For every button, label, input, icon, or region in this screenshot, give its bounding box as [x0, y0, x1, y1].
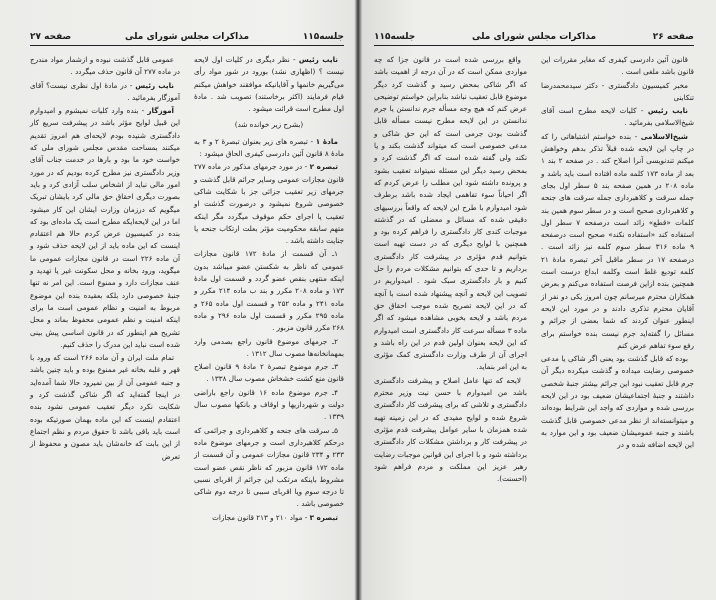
page-27 — [0, 0, 356, 600]
paragraph: آموزگار - بنده وارد کلیات نمیشوم و امیدوارم این قبیل لوایح مؤثر باشد در پیشرفت سریع کار دادگستری شنیده بودم لایحه‌ای هم امروز تقدیم میکنند بمساحت مقدس مجلس شورای ملی که خواست خود ما بود و بارها در خدمت جناب آقای وزیر دادگستری نیز مطرح کرده بودیم که در مورد امور مالی نباید از اشخاص سلب آزادی کرد و باید بصورت دیگری احقاق حق مالی کرد بایشان تبریک میگویم که درزمان وزارت ایشان این کار میشود اما در این لایحه‌ایکه مطرح است یک ماده‌ای بود که بنده در کمیسیون عرض کردم حالا هم اعتقادم اینست که این ماده باید از این لایحه حذف شود و آن ماده ۲۲۶ است در قانون مجازات عمومی ما میگوید، ورود بخانه و محل سکونت غیر یا تهدید و عنف مجازات دارد و ممنوع است. این امر نه تنها جنبهٔ خصوصی دارد بلکه بعقیده بنده این موضوع مربوط به امنیت و نظام عمومی است ما برای اینکه امنیت و نظم عمومی محفوظ بماند و محل تشریح هم اینطور که در قانون اساسی پیش بینی شده است نباید این مدرک را حذف کنیم. — [30, 106, 180, 349]
column-left — [374, 54, 527, 594]
paragraph: نایب رئیس - کلیات لایحه مطرح است آقای شیخ‌الاسلامی بفرمائید . — [541, 106, 694, 128]
paragraph: شیخ‌الاسلامی - بنده خواستم اشتباهاتی را که در چاپ این لایحه شده قبلاً تذکر بدهم وخواهش میکنم تندنویسی آنرا اصلاح کند . در صفحه ۲ بند ۱ بعد از ماده ۱۷۳ کلمه ماده افتاده است باید باشد و ماده ۲۰۸ در همین صفحه بند ۵ سطر اول بجای جمله سرقت و کلاهبرداری جمله سرقت های جنحه و کلاهبرداری صحیح است و در سطر سوم همین بند کلمات «قطع» زائد است درصفحه ۷ سطر اول استفاده کند «استفاده نکند» صحیح است درصفحه ۹ ماده ۳۱۶ سطر سوم کلمه نیز زائد است . درصفحه ۱۷ در سطر ماقبل آخر تبصره مادهٔ ۲۱ کلمه تودیع غلط است وکلمه ابداع درست است همچنین بنده ازاین فرصت استفاده می‌کنم و بعرض همکاران محترم میرسانم چون امروز یکی دو نفر از آقایان محترم تذکری دادند و در مورد این لایحه اینطور عنوان کردند که شما بعضی از جرائم و مسائل را گفته‌اید جرم نیست بنده خواستم برای رفع سوء تفاهم عرض کنم — [541, 131, 694, 350]
running-head — [30, 32, 344, 46]
paragraph: لایحه که تنها عامل اصلاح و پیشرفت دادگستری باشد من امیدوارم با حسن نیت وزیر محترم دادگستری و تلاشی که برای پیشرفت کار دادگستری شروع شده و لوایح مفیدی که در این زمینه تهیه شده همزمان با سایر عوامل پیشرفت قدم مؤثری در پیشرفت کار و برداشتن مشکلات کار دادگستری برداشته شود و با اجرای این قوانین موجبات رضایت رهبر عزیز این مملکت و مردم فراهم شود (احسنت). — [374, 375, 527, 484]
paragraph: تبصره ۳ - مواد ۲۱۰ و ۲۱۳ قانون مجازات — [212, 512, 338, 522]
paragraph: نایب رئیس - در مادهٔ اول نظری نیست؟ آقای آموزگار بفرمائید . — [30, 80, 180, 102]
text-columns — [30, 54, 344, 594]
session-number: جلسه۱۱۵ — [302, 32, 344, 42]
page-number: صفحه ۲۶ — [652, 32, 694, 42]
paragraph: تبصره ۲ - در مورد جرمهای مذکور در ماده ۲۷۷ قانون مجازات عمومی وسایر جرائم قابل گذشت و جرمهای زیر تعقیب جزائی جز با شکایت شاکی خصوصی شروع نمیشود و درصورت گذشت او تعقیب یا اجرای حکم موقوف میگردد مگر اینکه متهم سابقه محکومیت مؤثر بعلت ارتکاب جنحه یا جنایت داشته باشد . — [194, 162, 344, 246]
page-number: صفحه ۲۷ — [30, 32, 72, 42]
publication-title: مذاکرات مجلس شورای ملی — [124, 32, 250, 42]
reading-note: (بشرح زیر خوانده شد) — [234, 120, 304, 130]
paragraph: ۱ـ آن قسمت از مادهٔ ۱۷۲ قانون مجازات عمومی که ناظر به شکستن عضو میباشد بدون اینکه منتهی بنقص عضو گردد و قسمت اول مادهٔ ۱۷۳ و ماده ۲۰۸ مکرر و بند ب ماده ۲۱۴ مکرر و ماده ۲۴۱ و ماده ۲۵۲ و قسمت اول ماده ۲۶۵ و ماده ۲۹۵ مکرر و قسمت اول ماده ۲۹۶ و ماده ۲۶۸ مکرر قانون مزبور . — [194, 249, 344, 333]
paragraph: عمومی قابل گذشت نبوده و ازشمار مواد مندرج در ماده ۲۷۷ آن قانون حذف میگردد . — [30, 55, 180, 77]
paragraph: مادهٔ ۱ - تبصره های زیر بعنوان تبصرهٔ ۲ و ۳ به مادهٔ ۸ قانون آئین دادرسی کیفری الحاق میشود : — [194, 136, 344, 159]
paragraph: ۲ـ جرمهای موضوع قانون راجع بصدمی وارد بمهمانخانه‌ها مصوب سال ۱۳۱۲ . — [194, 336, 344, 358]
column-left — [30, 54, 180, 594]
session-number: جلسه۱۱۵ — [374, 32, 416, 42]
paragraph: ۵ـ سرقت های جنحه و کلاهبرداری و جرائمی که درحکم کلاهبرداری است و جرمهای موضوع ماده ۲۳۳ و ۲۳۴ قانون مجازات عمومی و آن قسمت از ماده ۱۷۲ قانون مزبور که ناظر نقص عضو است مشروط باینکه مرتکب این جرائم از اقربای نسبی تا درجه سوم ویا اقربای سببی تا درجه دوم شاکی خصوصی باشد . — [194, 425, 345, 509]
paragraph: قانون آئین دادرسی کیفری که مغایر مقررات این قانون باشد ملغی است . — [541, 55, 694, 77]
paragraph: تمام ملت ایران و آن ماده ۲۶۶ است که ورود با قهر و غلبه بخانه غیر ممنوع بوده و باید چنین باشد و جنبه عمومی آن از بین نمیرود حالا شما آمده‌اید در اینجا گفته‌اید که اگر شاکی گذشت کرد و شکایت نکرد دیگر تعقیب عمومی نشود بنده اعتقادم اینست که این ماده بهمان صورتیکه بوده است باید باقی باشد تا حقوق مردم و نظم اجتماع از این بابت که خانه‌شان باید مصون و محفوظ از تعرض — [30, 353, 180, 461]
paragraph: ۴ـ جرم موضوع ماده ۱۶ قانون راجع باراضی دولت و شهرداریها و اوقاف و بانکها مصوب سال ۱۳۳۹ . — [194, 387, 344, 422]
paragraph: واقع بررسی شده است در قانون جزا که چه مواردی ممکن است که در آن درجه از اهمیت باشد که اگر شاکی بمحض رسید و گذشت کرد دیگر موضوع قابل تعقیب نباشد بنابراین خواستم توضیحی عرض کنم که هیچ وجه مسأله جرم ندانستن یا جرم ندانستن در این لایحه مطرح نیست مسأله قابل گذشت بودن جرمی است که این حق شاکی و مدعی خصوصی است که میتواند گذشت بکند و یا نکند ولی گفته شده است که اگر گذشت کرد و بمحض رسید دیگر این مسئله نمیتواند تعقیب بشود و پرونده داشته شود این مطلب را عرض کردم که اگر احیاناً سوء تفاهمی ایجاد شده باشد برطرف شود امیدوارم با طرح این لایحه که واقعاً بررسیهای دقیقی شده که مسائل و معضلی که در گذشته موجبات کندی کار دادگستری را فراهم کرده بود و همچنین با لوایح دیگری که در دست تهیه است بتوانیم قدم مؤثری در پیشرفت کار دادگستری برداریم و تا حدی که بتوانیم مشکلات مردم را حل کنیم و بار دادگستری سبک شود . امیدواریم در تصویب این لایحه و آنچه پیشنهاد شده است با آنچه که در این لایحه تصریح شده موجب احقاق حق مردم باشد و لایحه بخوبی مشاهده میشود که اگر ماده ۳ مسأله سرعت کار دادگستری است امیدوارم که این لایحه بعنوان اولین قدم در این راه باشد و اجرای آن از طرف وزارت دادگستری کمک مؤثری به این امر بنماید. — [374, 55, 527, 372]
running-head — [374, 32, 694, 46]
text-columns — [374, 54, 694, 594]
column-right — [194, 54, 344, 594]
paragraph: نایب رئیس - نظر دیگری در کلیات اول لایحه نیست ؟ (اظهاری نشد) بورود در شور مواد رأی می‌گیریم خانمها و آقایانیکه موافقند خواهش میکنم قیام فرمایند (اکثر برخاستند) تصویب شد . مادهٔ اول مطرح است قرائت میشود . — [194, 55, 344, 114]
paragraph: مخبر کمیسیون دادگستری - دکتر سیدمحمدرضا تنکابنی — [541, 80, 694, 102]
paragraph: بوده که قابل گذشت بود یعنی اگر شاکی یا مدعی خصوصی رضایت میداده و گذشت میکرده دیگر آن جرم قابل تعقیب نبود این جرائم بیشتر جنبهٔ شخصی داشتند و جنبهٔ اجتماعیشان ضعیف بود در این لایحه بررسی شده و مواردی که واجد این شرایط بوده‌اند و میتوانسته‌اند از نظر مدعی خصوصی قابل گذشت باشند و جنبه عمومیشان ضعیف بود و این موارد به این لایحه اضافه شده و در — [541, 354, 694, 450]
column-right — [541, 54, 694, 594]
paragraph: ۳ـ جرم موضوع تبصرهٔ ۲ مادهٔ ۹ قانون اصلاح قانون منع کشت خشخاش مصوب سال ۱۳۳۸ . — [194, 362, 344, 384]
publication-title: مذاکرات مجلس شورای ملی — [471, 32, 597, 42]
page-26 — [360, 0, 716, 600]
